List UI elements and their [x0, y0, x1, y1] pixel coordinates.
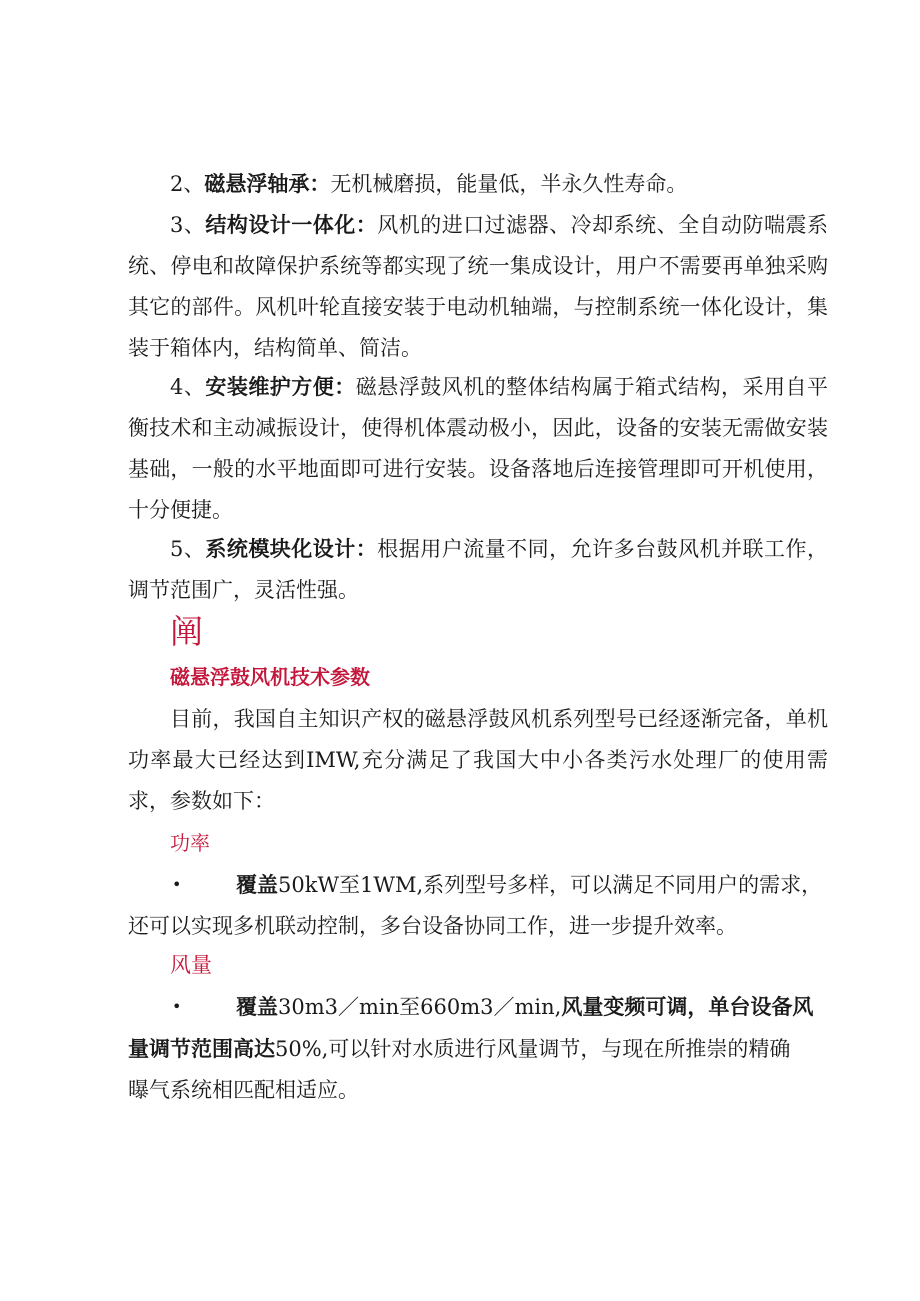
item-title: 磁悬浮轴承：: [204, 171, 331, 196]
airflow-line-3: 曝气系统相匹配相适应。: [128, 1078, 359, 1102]
item-text: 根据用户流量不同，允许多台鼓风机并联工作，调节范围广，灵活性强。: [128, 537, 828, 602]
bold-lead: 覆盖: [236, 872, 278, 897]
bullet-dot: •: [172, 997, 182, 1016]
airflow-text-a: 30m3／min至660m3／min,: [278, 995, 562, 1019]
airflow-line-1: [128, 986, 828, 1028]
airflow-text-d: 50%,可以针对水质进行风量调节，与现在所推崇的精确: [275, 1037, 791, 1061]
item-5: [128, 528, 828, 611]
airflow-bold-c: 量调节范围高达: [128, 1036, 275, 1061]
airflow-bullet-item: [128, 986, 828, 1111]
section-heading: 磁悬浮鼓风机技术参数: [170, 665, 370, 689]
item-number: 2、: [170, 172, 205, 196]
item-text: 无机械磨损，能量低，半永久性寿命。: [330, 172, 688, 196]
airflow-bold-b: 风量变频可调，单台设备风: [561, 994, 814, 1019]
bullet-dot: •: [172, 875, 182, 894]
intro-paragraph: 目前，我国自主知识产权的磁悬浮鼓风机系列型号已经逐渐完备，单机功率最大已经达到IMW,充分满足了我国大中小各类污水处理厂的使用需求，参数如下：: [128, 707, 828, 813]
item-title: 安装维护方便：: [205, 374, 356, 399]
item-title: 结构设计一体化：: [205, 212, 378, 237]
power-line-1: [128, 864, 828, 906]
stray-glyph: 阐: [170, 612, 203, 651]
item-number: 3、: [170, 213, 206, 237]
item-number: 5、: [170, 537, 206, 561]
power-line-2: 还可以实现多机联动控制，多台设备协同工作，进一步提升效率。: [128, 914, 737, 938]
item-number: 4、: [170, 375, 206, 399]
bold-lead: 覆盖: [236, 994, 278, 1019]
item-text: 风机的进口过滤器、冷却系统、全自动防喘震系统、停电和故障保护系统等都实现了统一集成设计，用户不需要再单独采购其它的部件。风机叶轮直接安装于电动机轴端，与控制系统一体化设计，集装于箱体内，结构简单、简洁。: [128, 213, 828, 360]
airflow-label: 风量: [170, 953, 212, 977]
airflow-line-2: [128, 1028, 828, 1070]
item-4: [128, 366, 828, 531]
power-text-1: 50kW至1WM,系列型号多样，可以满足不同用户的需求，: [278, 873, 823, 897]
item-title: 系统模块化设计：: [205, 536, 378, 561]
power-bullet-item: [128, 864, 828, 947]
item-text: 磁悬浮鼓风机的整体结构属于箱式结构，采用自平衡技术和主动减振设计，使得机体震动极小，因此，设备的安装无需做安装基础，一般的水平地面即可进行安装。设备落地后连接管理即可开机使用，十分便捷。: [128, 375, 829, 522]
power-label: 功率: [170, 831, 210, 855]
item-3: [128, 204, 828, 369]
item-2: [128, 163, 828, 205]
